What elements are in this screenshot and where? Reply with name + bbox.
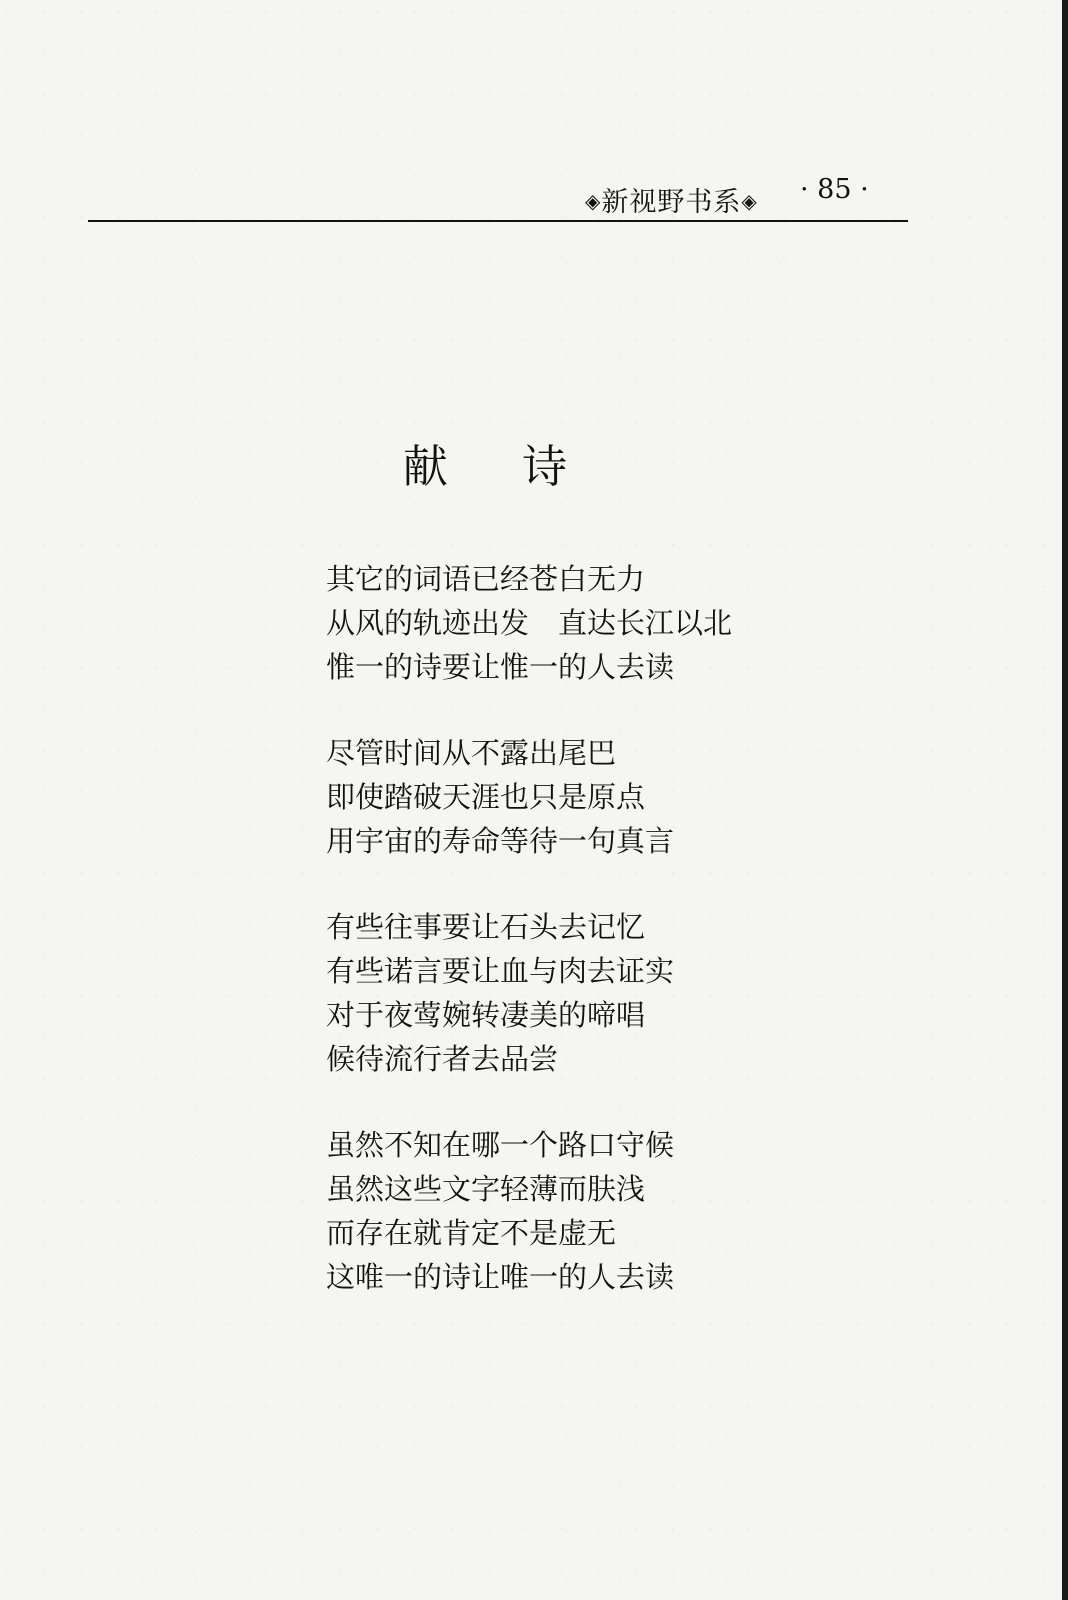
- scan-edge: [1062, 0, 1068, 1600]
- running-head: [88, 168, 908, 224]
- poem-line: 惟一的诗要让惟一的人去读: [326, 650, 675, 684]
- right-diamond-icon: ◈: [741, 189, 758, 213]
- poem-line: 其它的词语已经苍白无力: [326, 562, 646, 596]
- poem-line: 有些诺言要让血与肉去证实: [326, 954, 675, 988]
- poem-line: 虽然不知在哪一个路口守候: [326, 1128, 675, 1162]
- poem-line: 对于夜莺婉转凄美的啼唱: [326, 998, 646, 1032]
- poem-line: 这唯一的诗让唯一的人去读: [326, 1260, 675, 1294]
- poem-title: 献 诗: [402, 440, 598, 493]
- poem-line: 候待流行者去品尝: [326, 1042, 559, 1076]
- stanza: [326, 905, 846, 1081]
- poem-line: 有些往事要让石头去记忆: [326, 910, 646, 944]
- poem-line: 而存在就肯定不是虚无: [326, 1216, 617, 1250]
- poem-line: 用宇宙的寿命等待一句真言: [326, 824, 675, 858]
- poem-line: 虽然这些文字轻薄而肤浅: [326, 1172, 646, 1206]
- left-diamond-icon: ◈: [585, 189, 602, 213]
- poem-line: 尽管时间从不露出尾巴: [326, 736, 617, 770]
- poem-line: 从风的轨迹出发 直达长江以北: [326, 606, 733, 640]
- poem-body: [326, 557, 846, 1341]
- series-name: 新视野书系: [601, 187, 742, 218]
- stanza: [326, 1123, 846, 1299]
- stanza: [326, 557, 846, 689]
- page-number: · 85 ·: [800, 174, 869, 205]
- header-rule: [88, 220, 908, 222]
- poem-line: 即使踏破天涯也只是原点: [326, 780, 646, 814]
- series-title: [585, 180, 758, 219]
- stanza: [326, 731, 846, 863]
